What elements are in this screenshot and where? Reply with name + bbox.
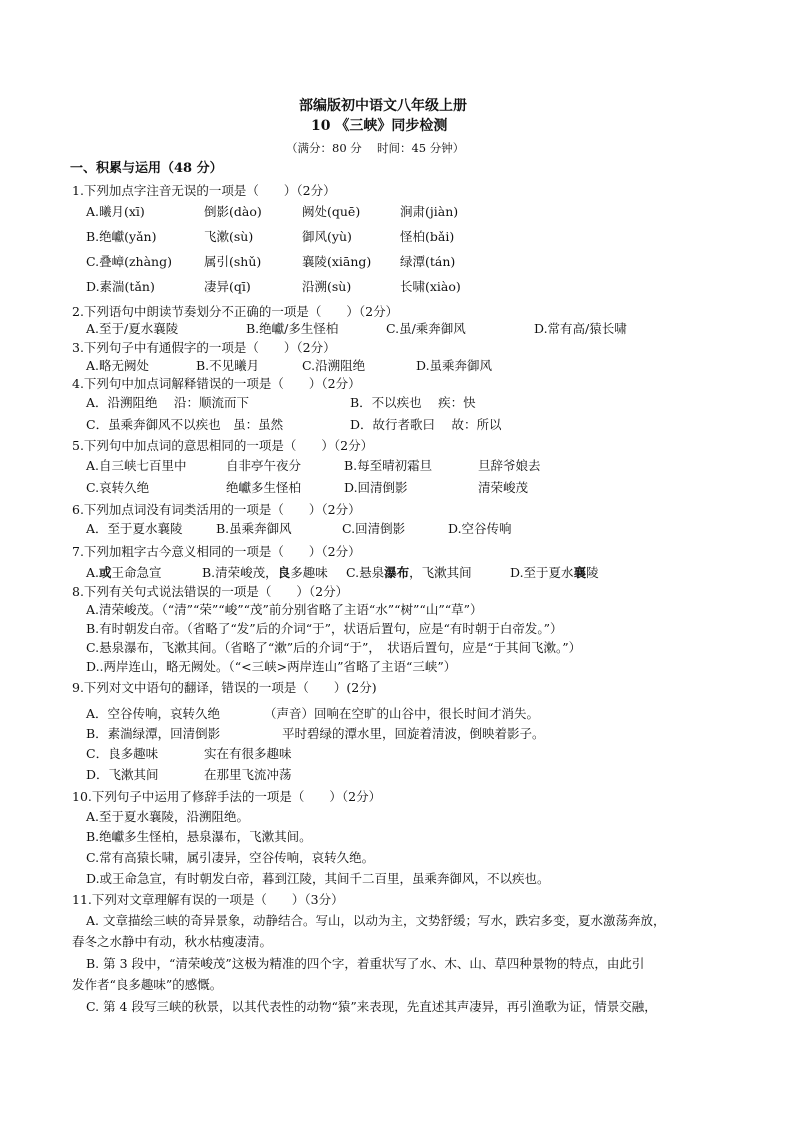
option-cell: 旦辞爷娘去 [478,458,541,473]
option-cell: C.悬泉瀑布，飞漱其间 [346,565,472,580]
option-cell: D.至于夏水襄陵 [510,565,599,580]
question-4-stem: 4.下列句中加点词解释错误的一项是（ ）（2分） [72,376,361,391]
option-cell: A.或王命急宣 [86,565,162,580]
option-cell: D.空谷传响 [448,521,512,536]
option-cell: B．素湍绿潭，回清倒影 [86,726,221,741]
option-cell: B.每至晴初霜旦 [344,458,433,473]
option-cell: C.叠嶂(zhàng) [86,254,172,269]
q10-line: A.至于夏水襄陵，沿溯阻绝。 [86,809,250,824]
option-cell: C．良多趣味 [86,746,159,761]
option-cell: 沿溯(sù) [302,279,352,294]
option-cell: D.虽乘奔御风 [416,358,493,373]
q11-line: B. 第 3 段中，“清荣峻茂”这极为精准的四个字，着重状写了水、木、山、草四种景物的特点，由此引 [86,956,645,971]
question-11-stem: 11.下列对文章理解有误的一项是（ ）（3分） [72,892,344,907]
option-cell: A．空谷传响，哀转久绝 [86,706,221,721]
option-cell: B.清荣峻茂，良多趣味 [202,565,328,580]
option-cell: 阙处(quē) [302,204,361,219]
option-cell: 清荣峻茂 [478,480,529,495]
q10-line: B.绝巘多生怪柏，悬泉瀑布，飞漱其间。 [86,829,312,844]
option-cell: 绿潭(tán) [400,254,456,269]
question-10-stem: 10.下列句子中运用了修辞手法的一项是（ ）（2分） [72,789,382,804]
option-cell: D.素湍(tǎn) [86,279,155,294]
option-cell: C.哀转久绝 [86,480,150,495]
option-cell: 平时碧绿的潭水里，回旋着清波，倒映着影子。 [282,726,545,741]
q8-line: A.清荣峻茂。（“清”“荣”“峻”“茂”前分别省略了主语“水”“树”“山”“草”） [86,602,483,617]
question-2-stem: 2.下列语句中朗读节奏划分不正确的一项是（ ）（2分） [72,304,399,319]
section-heading: 一、积累与运用（48 分） [70,161,223,176]
option-cell: 属引(shǔ) [204,254,262,269]
option-cell: B．不以疾也 疾：快 [350,395,476,410]
option-cell: C.沿溯阻绝 [302,358,366,373]
question-1-stem: 1.下列加点字注音无误的一项是（ ）（2分） [72,183,336,198]
question-3-stem: 3.下列句子中有通假字的一项是（ ）（2分） [72,340,336,355]
q8-line: D..两岸连山，略无阙处。（“<三峡>两岸连山”省略了主语“三峡”） [86,659,457,674]
option-cell: D.回清倒影 [344,480,408,495]
option-cell: A.曦月(xī) [86,204,145,219]
option-cell: 在那里飞流冲荡 [204,767,292,782]
option-cell: B.不见曦月 [196,358,260,373]
q10-line: D.或王命急宣，有时朝发白帝，暮到江陵，其间千二百里，虽乘奔御风，不以疾也。 [86,871,550,886]
option-cell: （声音）回响在空旷的山谷中，很长时间才消失。 [264,706,540,721]
q11-line: 发作者“良多趣味”的感慨。 [72,977,223,992]
option-cell: 自非亭午夜分 [226,458,302,473]
lesson-subtitle: 10 《三峡》同步检测 [311,118,448,134]
q8-line: B.有时朝发白帝。（省略了“发”后的介词“于”，状语后置句，应是“有时朝于白帝发。”） [86,621,563,636]
option-cell: B.绝巘(yǎn) [86,229,157,244]
option-cell: 御风(yù) [302,229,352,244]
option-cell: 凄异(qī) [204,279,251,294]
option-cell: 实在有很多趣味 [204,746,292,761]
option-cell: A.至于/夏水襄陵 [86,321,179,336]
option-cell: D．飞漱其间 [86,767,159,782]
question-5-stem: 5.下列句中加点词的意思相同的一项是（ ）（2分） [72,438,374,453]
option-cell: 怪柏(bǎi) [400,229,455,244]
q11-line: A. 文章描绘三峡的奇异景象，动静结合。写山，以动为主，文势舒缓；写水，跌宕多变，夏水激荡奔放， [86,913,666,928]
option-cell: D.常有高/猿长啸 [534,321,627,336]
option-cell: 绝巘多生怪柏 [226,480,302,495]
q11-line: C. 第 4 段写三峡的秋景，以其代表性的动物“猿”来表现，先直述其声凄异，再引渔歌为证，情景交融， [86,999,657,1014]
option-cell: A．沿溯阻绝 沿：顺流而下 [86,395,250,410]
option-cell: 倒影(dào) [204,204,262,219]
question-7-stem: 7.下列加粗字古今意义相同的一项是（ ）（2分） [72,544,361,559]
q11-line: 春冬之水静中有动，秋水枯瘦凄清。 [72,934,273,949]
option-cell: C.回清倒影 [342,521,406,536]
option-cell: 飞漱(sù) [204,229,254,244]
page-title: 部编版初中语文八年级上册 [299,98,467,114]
option-cell: B.绝巘/多生怪柏 [246,321,339,336]
option-cell: 襄陵(xiāng) [302,254,372,269]
q8-line: C.悬泉瀑布，飞漱其间。（省略了“漱”后的介词“于”， 状语后置句，应是“于其间飞漱。”） [86,640,582,655]
question-8-stem: 8.下列有关句式说法错误的一项是（ ）（2分） [72,584,349,599]
option-cell: 长啸(xiào) [400,279,461,294]
option-cell: 涧肃(jiàn) [400,204,459,219]
exam-meta: （满分：80 分 时间：45 分钟） [286,141,465,155]
option-cell: A．至于夏水襄陵 [86,521,183,536]
option-cell: C．虽乘奔御风不以疾也 虽：虽然 [86,417,284,432]
option-cell: A.略无阙处 [86,358,150,373]
option-cell: D．故行者歌曰 故：所以 [350,417,502,432]
option-cell: C.虽/乘奔御风 [386,321,466,336]
option-cell: B.虽乘奔御风 [216,521,292,536]
q10-line: C.常有高猿长啸，属引凄异，空谷传响，哀转久绝。 [86,850,375,865]
option-cell: A.自三峡七百里中 [86,458,187,473]
question-6-stem: 6.下列加点词没有词类活用的一项是（ ）（2分） [72,502,361,517]
question-9-stem: 9.下列对文中语句的翻译，错误的一项是（ ）(2分) [72,680,377,695]
